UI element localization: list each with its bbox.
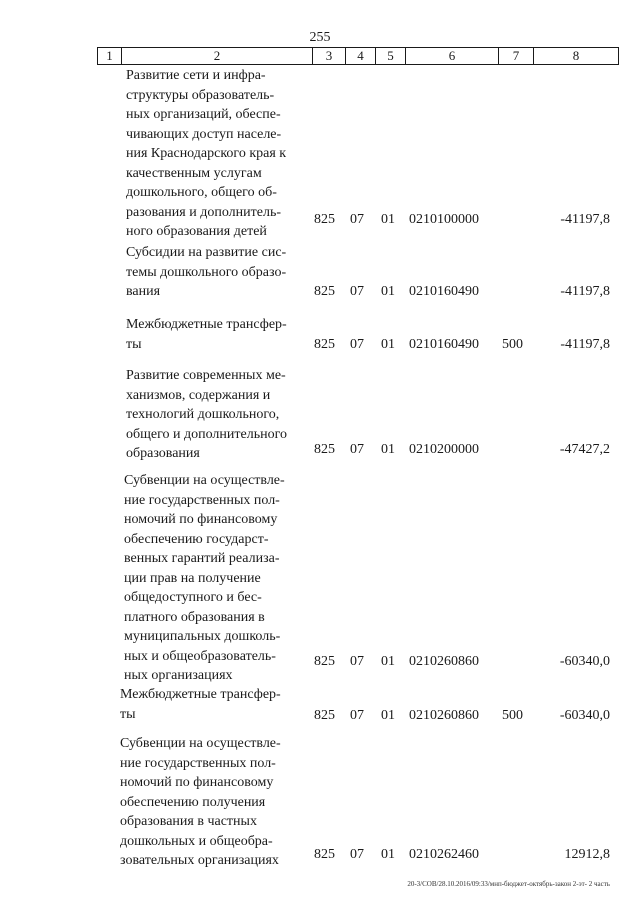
cell-code-4: 07 — [350, 337, 364, 352]
cell-code-4: 07 — [350, 654, 364, 669]
cell-code-4: 07 — [350, 212, 364, 227]
cell-code-4: 07 — [350, 284, 364, 299]
header-col-8: 8 — [533, 47, 619, 65]
cell-amount: -41197,8 — [560, 337, 610, 352]
cell-code-6: 0210262460 — [409, 847, 479, 862]
table-header — [97, 47, 619, 65]
cell-amount: -60340,0 — [559, 654, 610, 669]
header-col-1: 1 — [97, 47, 121, 65]
header-col-3: 3 — [312, 47, 345, 65]
header-col-5: 5 — [375, 47, 405, 65]
cell-code-5: 01 — [381, 847, 395, 862]
cell-code-5: 01 — [381, 442, 395, 457]
cell-code-4: 07 — [350, 708, 364, 723]
footer-doc-path: 20-3/СОВ/28.10.2016/09:33/мнп-бюджет-октябрь-закон 2-эт- 2 часть — [407, 880, 610, 888]
cell-code-3: 825 — [314, 847, 335, 862]
cell-code-6: 0210260860 — [409, 654, 479, 669]
cell-code-7: 500 — [502, 337, 523, 352]
cell-code-5: 01 — [381, 708, 395, 723]
cell-code-3: 825 — [314, 284, 335, 299]
cell-code-3: 825 — [314, 212, 335, 227]
cell-code-3: 825 — [314, 654, 335, 669]
header-col-7: 7 — [498, 47, 533, 65]
cell-amount: -47427,2 — [559, 442, 610, 457]
cell-amount: 12912,8 — [564, 847, 610, 862]
cell-code-3: 825 — [314, 337, 335, 352]
cell-code-4: 07 — [350, 847, 364, 862]
page-number: 255 — [309, 30, 331, 45]
cell-code-3: 825 — [314, 442, 335, 457]
header-col-6: 6 — [405, 47, 498, 65]
cell-code-5: 01 — [381, 212, 395, 227]
cell-code-5: 01 — [381, 654, 395, 669]
cell-code-6: 0210260860 — [409, 708, 479, 723]
cell-amount: -41197,8 — [560, 284, 610, 299]
header-col-4: 4 — [345, 47, 375, 65]
cell-code-6: 0210200000 — [409, 442, 479, 457]
cell-code-6: 0210160490 — [409, 284, 479, 299]
row-description: Субвенции на осуществле- ние государственных пол- номочий по финансовому обеспечению государст- венных гарантий реализа- ции прав на получение общедоступного и бес- платного образования в муниципальных дошколь- ных и общеобразователь- ных организациях — [124, 473, 285, 683]
cell-code-6: 0210160490 — [409, 337, 479, 352]
cell-amount: -60340,0 — [559, 708, 610, 723]
cell-code-6: 0210100000 — [409, 212, 479, 227]
cell-code-5: 01 — [381, 284, 395, 299]
cell-code-7: 500 — [502, 708, 523, 723]
row-description: Развитие современных ме- ханизмов, содержания и технологий дошкольного, общего и дополнительного образования — [126, 368, 287, 461]
cell-code-4: 07 — [350, 442, 364, 457]
row-description: Развитие сети и инфра- структуры образователь- ных организаций, обеспе- чивающих доступ населе- ния Краснодарского края к качественным услугам дошкольного, общего об- разования и дополнитель- ного образования детей — [126, 68, 287, 239]
row-description: Межбюджетные трансфер- ты — [126, 317, 287, 352]
cell-code-5: 01 — [381, 337, 395, 352]
cell-amount: -41197,8 — [560, 212, 610, 227]
header-col-2: 2 — [121, 47, 312, 65]
row-description: Субвенции на осуществле- ние государственных пол- номочий по финансовому обеспечению получения образования в частных дошкольных и общеобра- зовательных организациях — [120, 736, 281, 868]
row-description: Межбюджетные трансфер- ты — [120, 687, 281, 722]
cell-code-3: 825 — [314, 708, 335, 723]
row-description: Субсидии на развитие сис- темы дошкольного образо- вания — [126, 245, 287, 299]
